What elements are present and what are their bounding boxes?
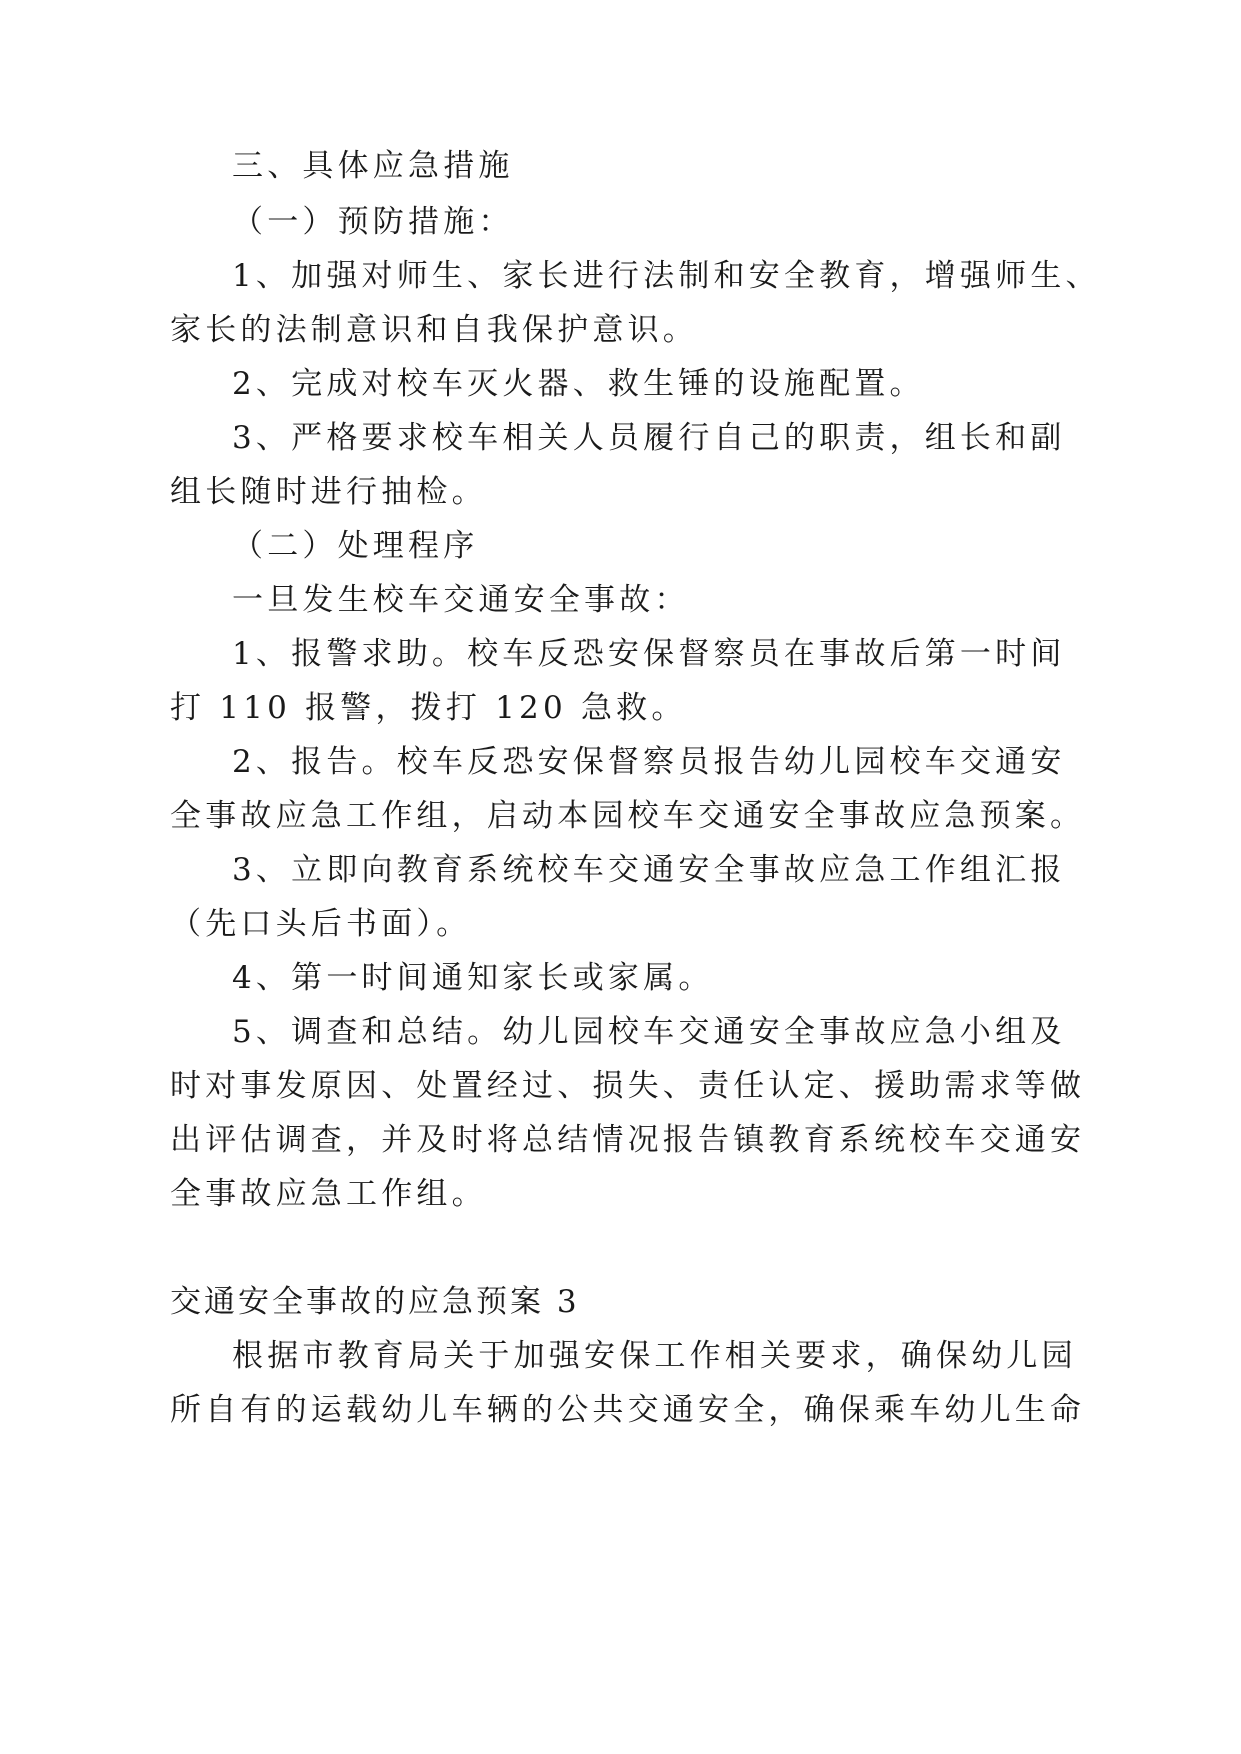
paragraph-line: 4、第一时间通知家长或家属。 [232, 960, 714, 996]
paragraph-line: 1、加强对师生、家长进行法制和安全教育，增强师生、 [232, 258, 1101, 294]
paragraph-line: 时对事发原因、处置经过、损失、责任认定、援助需求等做 [170, 1068, 1086, 1104]
paragraph-line: 所自有的运载幼儿车辆的公共交通安全，确保乘车幼儿生命 [170, 1392, 1086, 1428]
section-title: 交通安全事故的应急预案 3 [170, 1284, 580, 1320]
paragraph-line: 3、严格要求校车相关人员履行自己的职责，组长和副 [232, 420, 1066, 456]
paragraph-line: 5、调查和总结。幼儿园校车交通安全事故应急小组及 [232, 1014, 1066, 1050]
paragraph-line: 组长随时进行抽检。 [170, 474, 487, 510]
section-heading-3: 三、具体应急措施 [232, 148, 514, 184]
subsection-heading-prevention: （一）预防措施： [232, 204, 514, 240]
paragraph-line: 出评估调查，并及时将总结情况报告镇教育系统校车交通安 [170, 1122, 1086, 1158]
paragraph-line: 家长的法制意识和自我保护意识。 [170, 312, 698, 348]
paragraph-line: 打 110 报警，拨打 120 急救。 [170, 690, 687, 726]
paragraph-line: 2、报告。校车反恐安保督察员报告幼儿园校车交通安 [232, 744, 1066, 780]
paragraph-line: 全事故应急工作组，启动本园校车交通安全事故应急预案。 [170, 798, 1086, 834]
paragraph-line: 2、完成对校车灭火器、救生锤的设施配置。 [232, 366, 925, 402]
paragraph-line: （先口头后书面）。 [170, 906, 472, 942]
paragraph-line: 一旦发生校车交通安全事故： [232, 582, 690, 618]
subsection-heading-procedure: （二）处理程序 [232, 528, 479, 564]
paragraph-line: 3、立即向教育系统校车交通安全事故应急工作组汇报 [232, 852, 1066, 888]
paragraph-line: 1、报警求助。校车反恐安保督察员在事故后第一时间 [232, 636, 1066, 672]
paragraph-line: 根据市教育局关于加强安保工作相关要求，确保幼儿园 [232, 1338, 1077, 1374]
paragraph-line: 全事故应急工作组。 [170, 1176, 487, 1212]
